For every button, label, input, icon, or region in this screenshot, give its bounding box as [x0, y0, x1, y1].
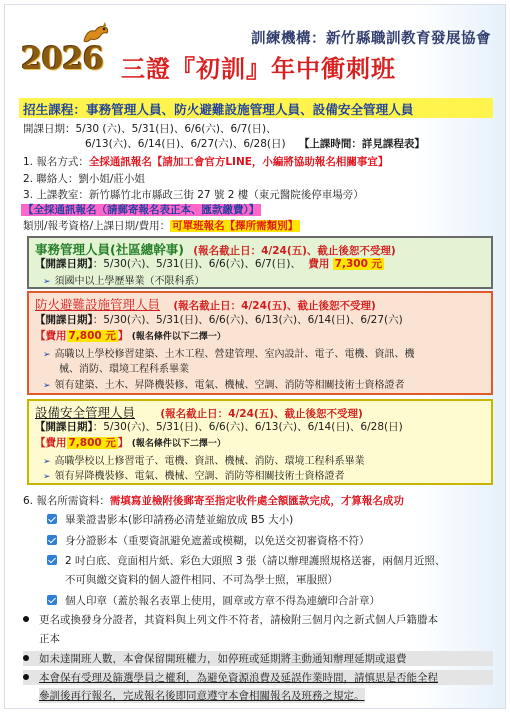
course-2-req-1 — [43, 345, 415, 360]
course-1-deadline: (報名截止日：4/24(五)、截止後恕不受理) — [193, 245, 396, 257]
course-2-fee-label: 【費用 — [35, 330, 67, 342]
course-3-dates — [35, 419, 403, 434]
doc-item-photo — [47, 553, 445, 568]
schedule-line-2 — [85, 136, 425, 151]
course-1-req-text: 須國中以上學歷畢業（不限科系） — [54, 276, 205, 287]
doc-item-photo-cont: 不可與繳交資料的個人證件相同、不可為學士照，軍服照） — [65, 574, 338, 586]
course-2-dates — [35, 312, 403, 327]
course-2-req-2 — [43, 376, 405, 391]
doc-item-diploma — [47, 512, 293, 527]
mail-registration-highlight: 【全採通訊報名（請郵寄報名表正本、匯款繳費）】 — [23, 204, 260, 216]
recruit-banner: 招生課程：事務管理人員、防火避難設施管理人員、設備安全管理人員 — [19, 98, 493, 118]
arrow-icon: ➢ — [43, 381, 51, 391]
course-2-req-2-text: 領有建築、土木、昇降機裝修、電氣、機械、空調、消防等相關技術士資格證者 — [54, 380, 405, 391]
course-3-dates-label: 【開課日期】 — [35, 421, 93, 433]
arrow-icon: ➢ — [43, 457, 51, 467]
course-3-fee-label: 【費用 — [35, 437, 67, 449]
course-2-name: 防火避難設施管理人員 — [35, 297, 161, 312]
required-documents-note: 需填寫並檢附後郵寄至指定收件處全額匯款完成，才算報名成功 — [109, 495, 404, 507]
note-name-change-text: 更名或換發身分證者，其資料與上列文件不符者，請檢附三個月內之新式個人戶籍謄本 — [39, 614, 438, 626]
year-logo: 2026 — [21, 41, 104, 77]
class-time-note: 【上課時間：詳見課程表】 — [298, 138, 425, 150]
course-2-deadline: (報名截止日：4/24(五)、截止後恕不受理) — [173, 300, 376, 312]
note-name-change — [23, 612, 438, 627]
doc-item-seal — [47, 593, 380, 608]
course-1-name: 事務管理人員(社區總幹事) — [35, 242, 184, 257]
bullet-icon — [23, 674, 29, 680]
course-1-fee-label: 費用 — [308, 258, 330, 270]
checkbox-checked-icon — [47, 535, 57, 545]
course-2-dates-label: 【開課日期】 — [35, 314, 93, 326]
course-3-req-2 — [43, 467, 345, 482]
course-2-header — [35, 295, 376, 313]
item-1-label: 1. 報名方式： — [23, 156, 89, 168]
arrow-icon: ➢ — [43, 350, 51, 360]
required-documents-label: 6. 報名所需資料： — [23, 495, 110, 507]
note-rights-cont — [39, 688, 365, 703]
organization-header: 訓練機構：新竹縣職訓教育發展協會 — [251, 31, 491, 47]
doc-item-seal-text: 個人印章（蓋於報名表單上使用，圓章或方章不得為連續印合計章） — [65, 595, 380, 607]
note-class-cancellation-text: 如未達開班人數，本會保留開班權力，如停班或延期將主動通知辦理延期或退費 — [39, 653, 407, 665]
category-label: 類別/報考資格/上課日期/費用： — [23, 220, 171, 232]
course-2-dates-value: ：5/30(六)、5/31(日)、6/6(六)、6/13(六)、6/14(日)、6/27(六) — [92, 314, 403, 326]
course-box-fire-evacuation-manager — [27, 291, 493, 395]
course-3-dates-value: ：5/30(六)、5/31(日)、6/6(六)、6/13(六)、6/14(日)、6/28(日) — [92, 421, 403, 433]
bullet-icon — [23, 655, 29, 661]
course-3-fee-note: (報名條件以下二擇一） — [131, 439, 226, 449]
note-name-change-cont: 正本 — [39, 633, 60, 645]
bullet-icon — [23, 616, 29, 622]
course-1-dates — [35, 256, 384, 271]
note-rights-text: 本會保有受理及篩選學員之權利，為避免資源浪費及延誤作業時間，請慎思是否能全程 — [39, 672, 438, 684]
course-2-fee — [35, 328, 226, 343]
course-3-deadline: (報名截止日：4/24(五)、截止後恕不受理) — [160, 408, 363, 420]
course-2-req-1-text: 高職以上學校修習建築、土木工程、營建管理、室內設計、電子、電機、資訊、機 — [54, 349, 415, 360]
checkbox-checked-icon — [47, 595, 57, 605]
arrow-icon: ➢ — [43, 277, 51, 287]
doc-item-diploma-text: 畢業證書影本(影印請務必清楚並縮放成 B5 大小) — [65, 514, 294, 526]
course-1-dates-label: 【開課日期】 — [35, 258, 93, 270]
course-3-fee-close: 】 — [117, 437, 129, 449]
course-2-fee-close: 】 — [117, 330, 129, 342]
category-highlight: 可單班報名【擇所需類別】 — [172, 220, 299, 232]
note-rights — [23, 670, 493, 685]
course-3-fee-value: 7,800 元 — [68, 437, 116, 449]
doc-item-photo-text: 2 吋白底、竟面相片紙、彩色大頭照 3 張（請以辦理護照規格送審，兩個月近照、 — [65, 555, 446, 567]
course-3-name: 設備安全管理人員 — [35, 405, 136, 420]
item-1-value: 全採通訊報名【請加工會官方LINE，小編將協助報名相關事宜】 — [88, 156, 389, 168]
required-documents-title — [23, 493, 404, 508]
course-1-requirement — [43, 272, 205, 287]
course-1-dates-value: ：5/30(六)、5/31(日)、6/6(六)、6/7(日)、 — [92, 258, 301, 270]
page-title: 三證『初訓』年中衝刺班 — [121, 55, 396, 83]
course-2-fee-value: 7,800 元 — [68, 330, 116, 342]
schedule-dates-1: 開課日期：5/30 (六)、5/31(日)、6/6(六)、6/7(日)、 — [23, 123, 277, 135]
note-class-cancellation — [23, 651, 493, 666]
course-box-equipment-safety-manager — [27, 399, 493, 485]
item-registration-method — [23, 154, 388, 169]
course-3-req-2-text: 領有昇降機裝修、電氣、機械、空調、消防等相關技術士資格證者 — [54, 471, 345, 482]
schedule-dates-2: 6/13(六)、6/14(日)、6/27(六)、6/28(日) — [85, 138, 286, 150]
item-contact: 2. 聯絡人：劉小姐/莊小姐 — [23, 173, 145, 185]
course-2-fee-note: (報名條件以下二擇一） — [131, 332, 226, 342]
course-3-req-1 — [43, 452, 365, 467]
doc-item-id-card-text: 身分證影本（重要資訊避免遮蓋或模糊，以免送交初審資格不符） — [65, 535, 370, 547]
checkbox-checked-icon — [47, 514, 57, 524]
arrow-icon: ➢ — [43, 472, 51, 482]
course-3-fee — [35, 435, 226, 450]
note-rights-cont-text: 參訓後再行報名，完成報名後即同意遵守本會相關報名及班務之規定。 — [39, 690, 365, 702]
course-2-req-1-cont: 械、消防、環境工程科系畢業 — [59, 364, 189, 375]
item-classroom: 3. 上課教室：新竹縣竹北市縣政三街 27 號 2 樓（東元醫院後停車場旁） — [23, 189, 364, 201]
course-box-affairs-manager — [27, 236, 493, 289]
item-category-info — [23, 218, 300, 233]
schedule-line-1 — [23, 121, 277, 136]
course-1-fee: 7,300 元 — [334, 258, 383, 270]
item-mail-registration — [21, 202, 261, 217]
flyer-page — [4, 4, 506, 709]
course-3-req-1-text: 高職學校以上修習電子、電機、資訊、機械、消防、環境工程科系畢業 — [54, 456, 365, 467]
doc-item-id-card — [47, 533, 370, 548]
checkbox-checked-icon — [47, 555, 57, 565]
